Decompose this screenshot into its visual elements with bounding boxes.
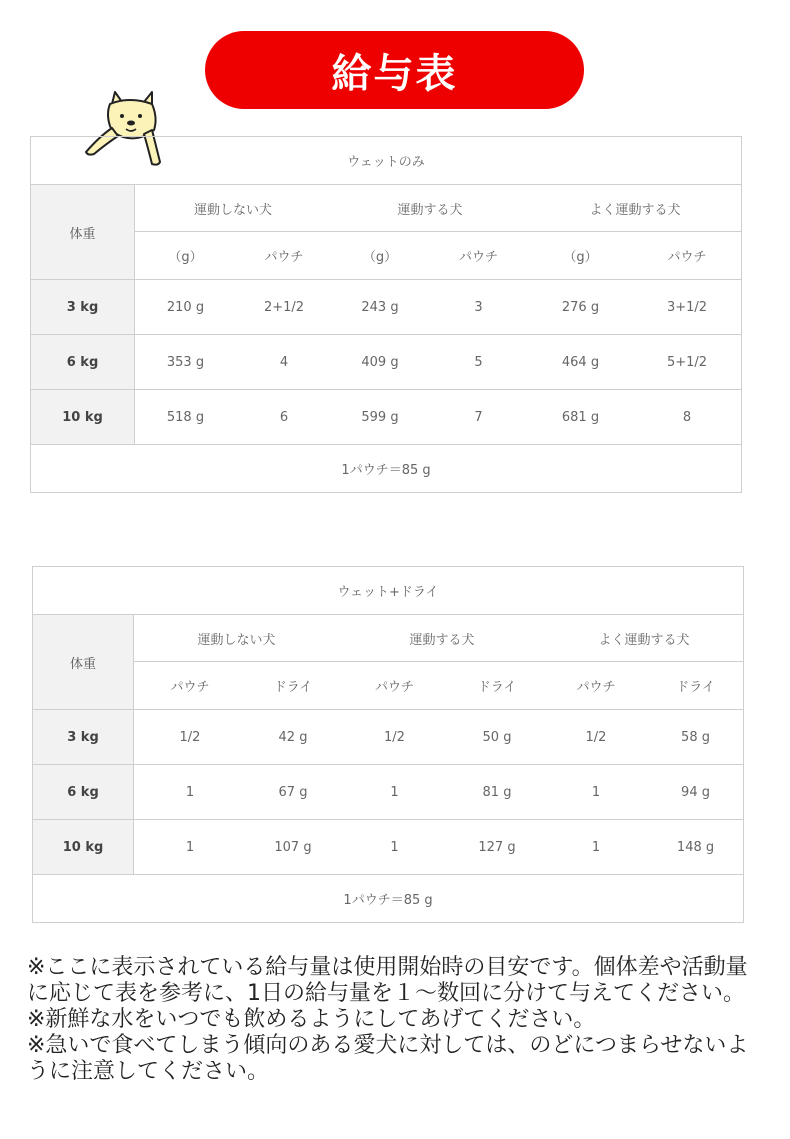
table-cell: 42 g bbox=[247, 710, 340, 765]
table-row bbox=[31, 280, 742, 335]
table-cell: 148 g bbox=[648, 820, 744, 875]
sub-header: （g） bbox=[332, 232, 429, 280]
table-cell: 1/2 bbox=[340, 710, 450, 765]
table-cell: 1 bbox=[134, 820, 247, 875]
table-cell: 58 g bbox=[648, 710, 744, 765]
sub-header: パウチ bbox=[134, 662, 247, 710]
table-cell: 127 g bbox=[450, 820, 545, 875]
table-cell: 276 g bbox=[529, 280, 633, 335]
table-cell: 6 bbox=[237, 390, 332, 445]
feeding-table-mixed bbox=[32, 566, 744, 923]
note-text: ※新鮮な水をいつでも飲めるようにしてあげてください。 bbox=[27, 1007, 596, 1032]
weight-header: 体重 bbox=[31, 185, 135, 280]
table-cell: 5 bbox=[429, 335, 529, 390]
weight-cell: 3 kg bbox=[33, 710, 134, 765]
group-header: よく運動する犬 bbox=[545, 615, 744, 662]
table-title: ウェット+ドライ bbox=[33, 567, 744, 615]
table-cell: 4 bbox=[237, 335, 332, 390]
group-header: よく運動する犬 bbox=[529, 185, 742, 232]
table-cell: 2+1/2 bbox=[237, 280, 332, 335]
table-cell: 599 g bbox=[332, 390, 429, 445]
weight-cell: 10 kg bbox=[33, 820, 134, 875]
table-row bbox=[31, 335, 742, 390]
table-cell: 94 g bbox=[648, 765, 744, 820]
table-cell: 210 g bbox=[135, 280, 237, 335]
table-title: ウェットのみ bbox=[31, 137, 742, 185]
sub-header: （g） bbox=[529, 232, 633, 280]
table-cell: 107 g bbox=[247, 820, 340, 875]
weight-cell: 3 kg bbox=[31, 280, 135, 335]
feeding-table-wet bbox=[30, 136, 742, 493]
table-cell: 1 bbox=[340, 765, 450, 820]
table-cell: 3+1/2 bbox=[633, 280, 742, 335]
sub-header: ドライ bbox=[450, 662, 545, 710]
notes-section bbox=[27, 955, 767, 1085]
table-cell: 1 bbox=[340, 820, 450, 875]
table-row bbox=[33, 710, 744, 765]
table-cell: 1 bbox=[545, 820, 648, 875]
page-title: 給与表 bbox=[331, 50, 458, 97]
group-header: 運動する犬 bbox=[332, 185, 529, 232]
sub-header: パウチ bbox=[340, 662, 450, 710]
table-footer: 1パウチ＝85 g bbox=[33, 875, 744, 923]
table-cell: 3 bbox=[429, 280, 529, 335]
table-row bbox=[31, 390, 742, 445]
table-cell: 5+1/2 bbox=[633, 335, 742, 390]
sub-header: パウチ bbox=[545, 662, 648, 710]
sub-header: パウチ bbox=[429, 232, 529, 280]
sub-header: パウチ bbox=[237, 232, 332, 280]
table-cell: 7 bbox=[429, 390, 529, 445]
table-cell: 409 g bbox=[332, 335, 429, 390]
note-text: ※ここに表示されている給与量は使用開始時の目安です。個体差や活動量に応じて表を参考に、1日の給与量を１～数回に分けて与えてください。 bbox=[27, 955, 748, 1006]
table-cell: 243 g bbox=[332, 280, 429, 335]
note-text: ※急いで食べてしまう傾向のある愛犬に対しては、のどにつまらせないように注意してください。 bbox=[27, 1033, 749, 1084]
sub-header: パウチ bbox=[633, 232, 742, 280]
weight-cell: 6 kg bbox=[31, 335, 135, 390]
group-header: 運動しない犬 bbox=[134, 615, 340, 662]
table-cell: 1/2 bbox=[545, 710, 648, 765]
table-cell: 81 g bbox=[450, 765, 545, 820]
group-header: 運動する犬 bbox=[340, 615, 545, 662]
table-cell: 1 bbox=[545, 765, 648, 820]
group-header: 運動しない犬 bbox=[135, 185, 332, 232]
table-cell: 1/2 bbox=[134, 710, 247, 765]
table-cell: 1 bbox=[134, 765, 247, 820]
weight-cell: 10 kg bbox=[31, 390, 135, 445]
table-cell: 464 g bbox=[529, 335, 633, 390]
table-cell: 67 g bbox=[247, 765, 340, 820]
table-row bbox=[33, 820, 744, 875]
table-footer: 1パウチ＝85 g bbox=[31, 445, 742, 493]
table-cell: 353 g bbox=[135, 335, 237, 390]
table-cell: 518 g bbox=[135, 390, 237, 445]
weight-cell: 6 kg bbox=[33, 765, 134, 820]
table-cell: 681 g bbox=[529, 390, 633, 445]
page-title-banner bbox=[205, 31, 584, 109]
sub-header: （g） bbox=[135, 232, 237, 280]
weight-header: 体重 bbox=[33, 615, 134, 710]
sub-header: ドライ bbox=[648, 662, 744, 710]
sub-header: ドライ bbox=[247, 662, 340, 710]
table-row bbox=[33, 765, 744, 820]
table-cell: 50 g bbox=[450, 710, 545, 765]
table-cell: 8 bbox=[633, 390, 742, 445]
